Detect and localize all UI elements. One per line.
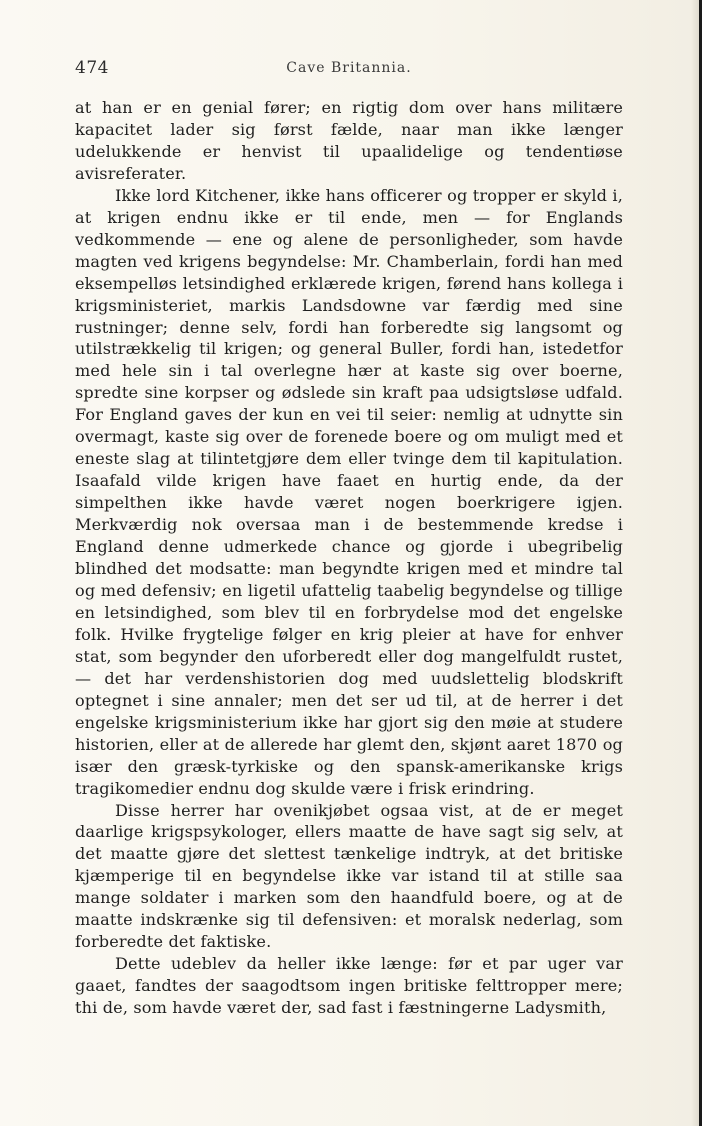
paragraph-2: Ikke lord Kitchener, ikke hans officerer og tropper er skyld i, at krigen endnu ikke er til ende, men — for Englands vedkommende — ene og alene de personligheder, som havde magten ved krigens begyndelse: Mr. Chamberlain, fordi han med eksempelløs letsindighed erklærede krigen, førend hans kollega i krigsministeriet, markis Landsdowne var færdig med sine rustninger; denne selv, fordi han forberedte sig langsomt og utilstrækkelig til krigen; og general Buller, fordi han, istedetfor med hele sin i tal overlegne hær at kaste sig over boerne, spredte sine korpser og ødslede sin kraft paa udsigtsløse udfald. For England gaves der kun en vei til seier: nemlig at udnytte sin overmagt, kaste sig over de forenede boere og om muligt med et eneste slag at tilintetgjøre dem eller tvinge dem til kapitulation. Isaafald vilde krigen have faaet en hurtig ende, da der simpelthen ikke havde været nogen boerkrigere igjen. Merkværdig nok oversaa man i de bestemmende kredse i England denne udmerkede chance og gjorde i ubegribelig blindhed det modsatte: man begyndte krigen med et mindre tal og med defensiv; en ligetil ufattelig taabelig begyndelse og tillige en letsindighed, som blev til en forbrydelse mod det engelske folk. Hvilke frygtelige følger en krig pleier at have for enhver stat, som begynder den uforberedt eller dog mangelfuldt rustet, — det har verdenshistorien dog med uudslettelig blodskrift optegnet i sine annaler; men det ser ud til, at de herrer i det engelske krigsministerium ikke har gjort sig den møie at studere historien, eller at de allerede har glemt den, skjønt aaret 1870 og især den græsk-tyrkiske og den spansk-amerikanske krigs tragikomedier endnu dog skulde være i frisk erindring. <box>75 185 623 798</box>
paragraph-3: Disse herrer har ovenikjøbet ogsaa vist, at de er meget daarlige krigspsykologer, ellers maatte de have sagt sig selv, at det maatte gjøre det slettest tænkelige indtryk, at det britiske kjæmperige til en begyndelse ikke var istand til at stille saa mange soldater i marken som den haandfuld boere, og at de maatte indskrænke sig til defensiven: et moralsk nederlag, som forberedte det faktiske. <box>75 800 623 952</box>
page-gutter-shadow <box>691 0 699 1126</box>
page-number: 474 <box>75 58 109 78</box>
paragraph-4: Dette udeblev da heller ikke længe: før et par uger var gaaet, fandtes der saagodtsom ingen britiske felttropper mere; thi de, som havde været der, sad fast i fæstningerne Ladysmith, <box>75 954 623 1018</box>
running-title: Cave Britannia. <box>286 60 412 76</box>
body-text <box>75 97 623 1019</box>
paragraph-1: at han er en genial fører; en rigtig dom over hans militære kapacitet lader sig først fælde, naar man ikke længer udelukkende er henvist til upaalidelige og tendentiøse avisreferater. <box>75 98 623 183</box>
page-header <box>75 58 623 84</box>
